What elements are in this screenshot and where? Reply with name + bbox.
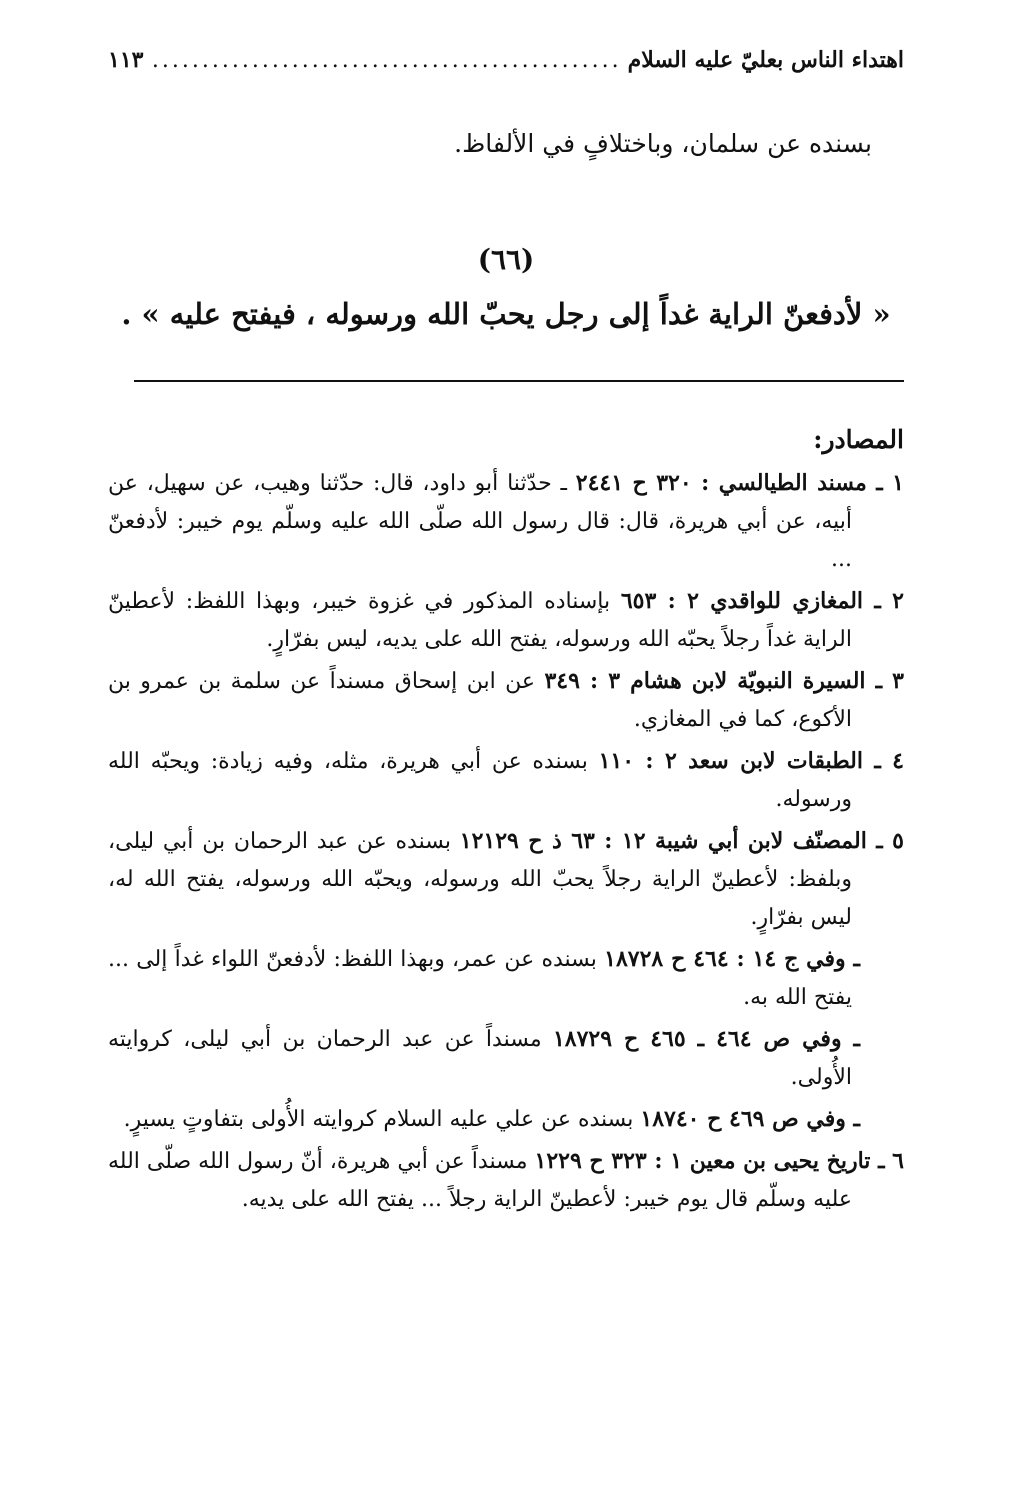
hadith-number: (٦٦): [477, 243, 535, 276]
header-leader-dots: [149, 48, 621, 73]
entry-text: ـ حدّثنا أبو داود، قال: حدّثنا وهيب، عن سهيل، عن أبيه، عن أبي هريرة، قال: قال رسول الله صلّى الله عليه وسلّم يوم خيبر: لأدفعنّ ...: [108, 471, 852, 572]
entry-dash: ـ: [841, 1026, 861, 1052]
entry-text: عن ابن إسحاق مسنداً عن سلمة بن عمرو بن الأكوع، كما في المغازي.: [108, 669, 852, 732]
entry-number: ٦ ـ: [870, 1148, 904, 1174]
source-entry: [108, 1142, 904, 1219]
entry-text: بإسناده المذكور في غزوة خيبر، وبهذا اللفظ: لأعطينّ الراية غداً رجلاً يحبّه الله ورسوله، يفتح الله على يديه، ليس بفرّارٍ.: [108, 589, 852, 652]
source-entry: [108, 742, 904, 819]
entry-dash: ـ: [845, 1106, 860, 1132]
source-subentry: [108, 940, 904, 1017]
entry-reference: وفي ص ٤٦٤ ـ ٤٦٥ ح ١٨٧٢٩: [552, 1026, 842, 1052]
entry-text: بسنده عن عمر، وبهذا اللفظ: لأدفعنّ اللواء غداً إلى ... يفتح الله به.: [108, 947, 852, 1010]
entry-text: مسنداً عن أبي هريرة، أنّ رسول الله صلّى الله عليه وسلّم قال يوم خيبر: لأعطينّ الراية رجلاً ... يفتح الله على يديه.: [108, 1149, 852, 1212]
entry-number: ١ ـ: [866, 470, 904, 496]
sources-list: [108, 464, 904, 1219]
entry-reference: وفي ص ٤٦٩ ح ١٨٧٤٠: [640, 1106, 846, 1132]
entry-reference: المصنّف لابن أبي شيبة ١٢ : ٦٣ ذ ح ١٢١٢٩: [459, 828, 867, 854]
source-subentry: [108, 1020, 904, 1097]
intro-line: بسنده عن سلمان، وباختلافٍ في الألفاظ.: [454, 129, 872, 158]
entry-text: مسنداً عن عبد الرحمان بن أبي ليلى، كروايته الأُولى.: [108, 1027, 852, 1090]
entry-reference: الطبقات لابن سعد ٢ : ١١٠: [598, 748, 863, 774]
entry-text: بسنده عن علي عليه السلام كروايته الأُولى بتفاوتٍ يسيرٍ.: [123, 1107, 641, 1132]
source-subentry: [108, 1100, 904, 1139]
entry-text: بسنده عن أبي هريرة، مثله، وفيه زيادة: ويحبّه الله ورسوله.: [108, 749, 852, 812]
entry-number: ٣ ـ: [865, 668, 904, 694]
source-entry: [108, 582, 904, 659]
header-title: اهتداء الناس بعليّ عليه السلام: [627, 47, 904, 73]
page-number: ١١٣: [108, 47, 144, 73]
source-entry: [108, 822, 904, 937]
book-page: [108, 38, 904, 1222]
entry-reference: السيرة النبويّة لابن هشام ٣ : ٣٤٩: [544, 668, 866, 694]
entry-number: ٢ ـ: [863, 588, 904, 614]
running-header: [108, 38, 904, 82]
entry-number: ٥ ـ: [866, 828, 904, 854]
entry-reference: المغازي للواقدي ٢ : ٦٥٣: [620, 588, 864, 614]
hadith-text: « لأدفعنّ الراية غداً إلى رجل يحبّ الله ورسوله ، فيفتح عليه » .: [121, 297, 891, 331]
entry-text: بسنده عن عبد الرحمان بن أبي ليلى، وبلفظ: لأعطينّ الراية رجلاً يحبّ الله ورسوله، ويحبّه الله ورسوله، يفتح الله له، ليس بفرّارٍ.: [108, 829, 852, 930]
entry-reference: مسند الطيالسي : ٣٢٠ ح ٢٤٤١: [575, 470, 867, 496]
separator-rule: [134, 380, 904, 382]
source-entry: [108, 464, 904, 579]
entry-reference: تاريخ يحيى بن معين ١ : ٣٢٣ ح ١٢٢٩: [534, 1148, 871, 1174]
sources-heading: المصادر:: [813, 425, 904, 454]
entry-dash: ـ: [845, 946, 860, 972]
entry-number: ٤ ـ: [862, 748, 904, 774]
entry-reference: وفي ج ١٤ : ٤٦٤ ح ١٨٧٢٨: [604, 946, 846, 972]
source-entry: [108, 662, 904, 739]
